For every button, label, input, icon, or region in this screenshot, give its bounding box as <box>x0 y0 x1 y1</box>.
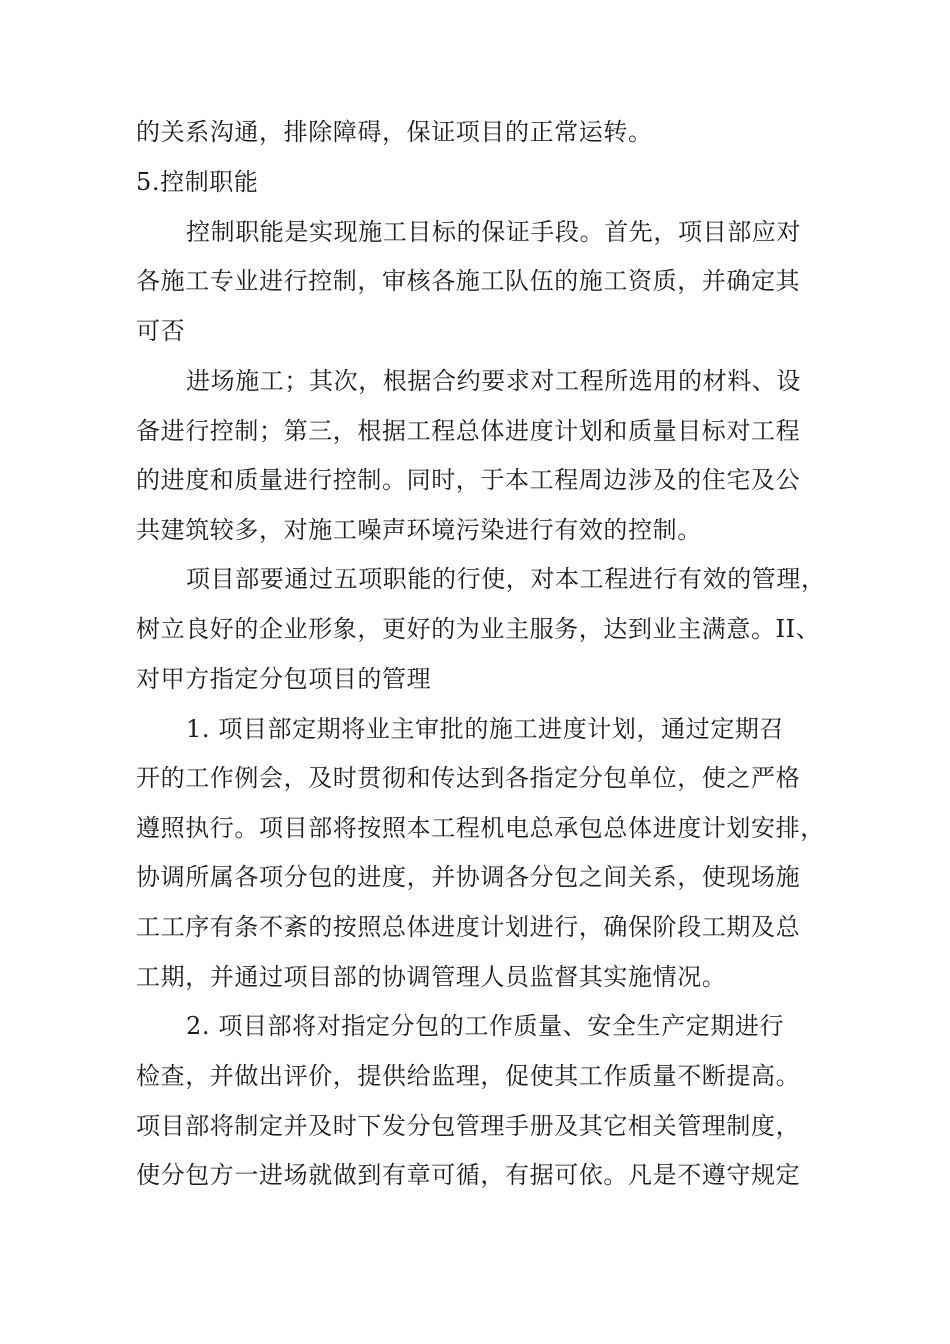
list-item-1-line-3: 遵照执行。项目部将按照本工程机电总承包总体进度计划安排， <box>136 814 825 842</box>
text-line-7: 备进行控制；第三，根据工程总体进度计划和质量目标对工程 <box>136 417 801 445</box>
text-line-10: 项目部要通过五项职能的行使，对本工程进行有效的管理， <box>186 565 826 593</box>
text-line-11: 树立良好的企业形象，更好的为业主服务，达到业主满意。II、 <box>136 615 821 643</box>
list-item-2-line-4: 使分包方一进场就做到有章可循，有据可依。凡是不遵守规定 <box>136 1161 801 1189</box>
section-heading-control-function: 5.控制职能 <box>136 168 259 196</box>
text-line-9: 共建筑较多，对施工噪声环境污染进行有效的控制。 <box>136 516 702 544</box>
list-item-1-line-6: 工期，并通过项目部的协调管理人员监督其实施情况。 <box>136 963 727 991</box>
list-item-1-line-1: 1. 项目部定期将业主审批的施工进度计划，通过定期召 <box>186 715 785 743</box>
list-item-2-line-1: 2. 项目部将对指定分包的工作质量、安全生产定期进行 <box>186 1012 785 1040</box>
list-item-2-line-2: 检查，并做出评价，提供给监理，促使其工作质量不断提高。 <box>136 1062 801 1090</box>
text-line-3: 控制职能是实现施工目标的保证手段。首先，项目部应对 <box>186 218 801 246</box>
text-line-12: 对甲方指定分包项目的管理 <box>136 665 432 693</box>
list-item-2-line-3: 项目部将制定并及时下发分包管理手册及其它相关管理制度， <box>136 1112 801 1140</box>
text-line-6: 进场施工；其次，根据合约要求对工程所选用的材料、设 <box>186 367 801 395</box>
list-item-1-line-2: 开的工作例会，及时贯彻和传达到各指定分包单位，使之严格 <box>136 764 801 792</box>
list-item-1-line-5: 工工序有条不紊的按照总体进度计划进行，确保阶段工期及总 <box>136 913 801 941</box>
text-line-8: 的进度和质量进行控制。同时，于本工程周边涉及的住宅及公 <box>136 466 801 494</box>
text-line-5: 可否 <box>136 317 186 345</box>
list-item-1-line-4: 协调所属各项分包的进度，并协调各分包之间关系，使现场施 <box>136 863 801 891</box>
text-line-4: 各施工专业进行控制，审核各施工队伍的施工资质，并确定其 <box>136 267 801 295</box>
text-line-1: 的关系沟通，排除障碍，保证项目的正常运转。 <box>136 118 653 146</box>
